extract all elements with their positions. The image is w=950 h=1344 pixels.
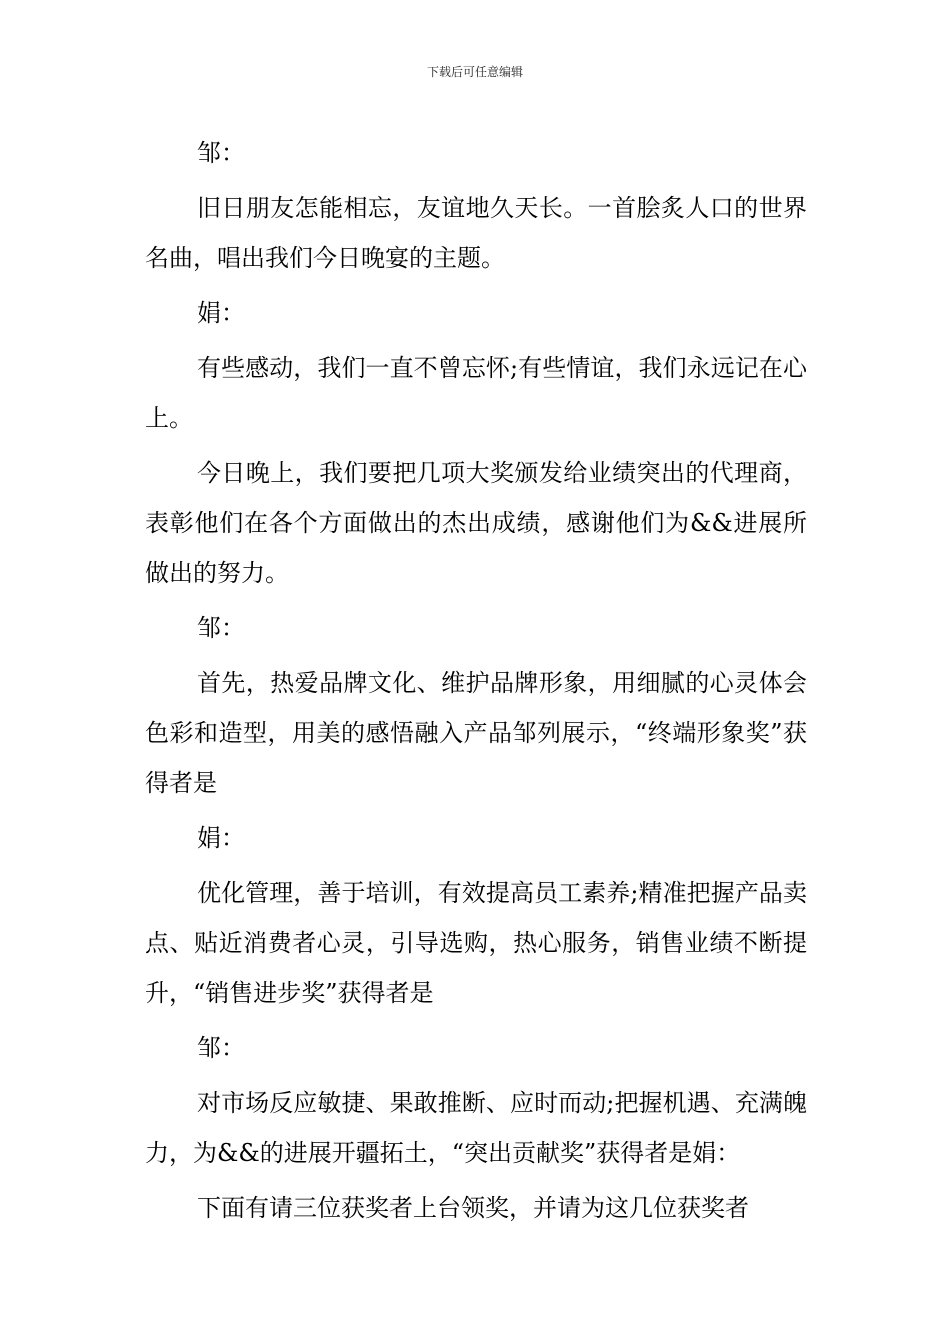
speaker-label: 娟： <box>197 824 245 852</box>
speaker-label: 邹： <box>197 614 245 642</box>
dialogue-paragraph: 对市场反应敏捷、果敢推断、应时而动;把握机遇、充满魄力，为&&的进展开疆拓土，“突出贡献奖”获得者是娟： <box>145 1089 807 1167</box>
document-body <box>145 128 807 1238</box>
dialogue-paragraph: 旧日朋友怎能相忘，友谊地久天长。一首脍炙人口的世界名曲，唱出我们今日晚宴的主题。 <box>145 194 807 272</box>
speaker-label: 娟： <box>197 299 245 327</box>
speaker-label: 邹： <box>197 139 245 167</box>
dialogue-paragraph: 首先，热爱品牌文化、维护品牌形象，用细腻的心灵体会色彩和造型，用美的感悟融入产品邹列展示，“终端形象奖”获得者是 <box>145 669 807 797</box>
speaker-label: 邹： <box>197 1034 245 1062</box>
page-header: 下载后可任意编辑 <box>426 65 523 79</box>
dialogue-paragraph: 今日晚上，我们要把几项大奖颁发给业绩突出的代理商，表彰他们在各个方面做出的杰出成绩，感谢他们为&&进展所做出的努力。 <box>145 459 807 587</box>
dialogue-paragraph: 有些感动，我们一直不曾忘怀;有些情谊，我们永远记在心上。 <box>145 354 807 432</box>
dialogue-paragraph: 下面有请三位获奖者上台领奖，并请为这几位获奖者 <box>197 1194 749 1222</box>
dialogue-paragraph: 优化管理，善于培训，有效提高员工素养;精准把握产品卖点、贴近消费者心灵，引导选购，热心服务，销售业绩不断提升，“销售进步奖”获得者是 <box>145 879 807 1007</box>
